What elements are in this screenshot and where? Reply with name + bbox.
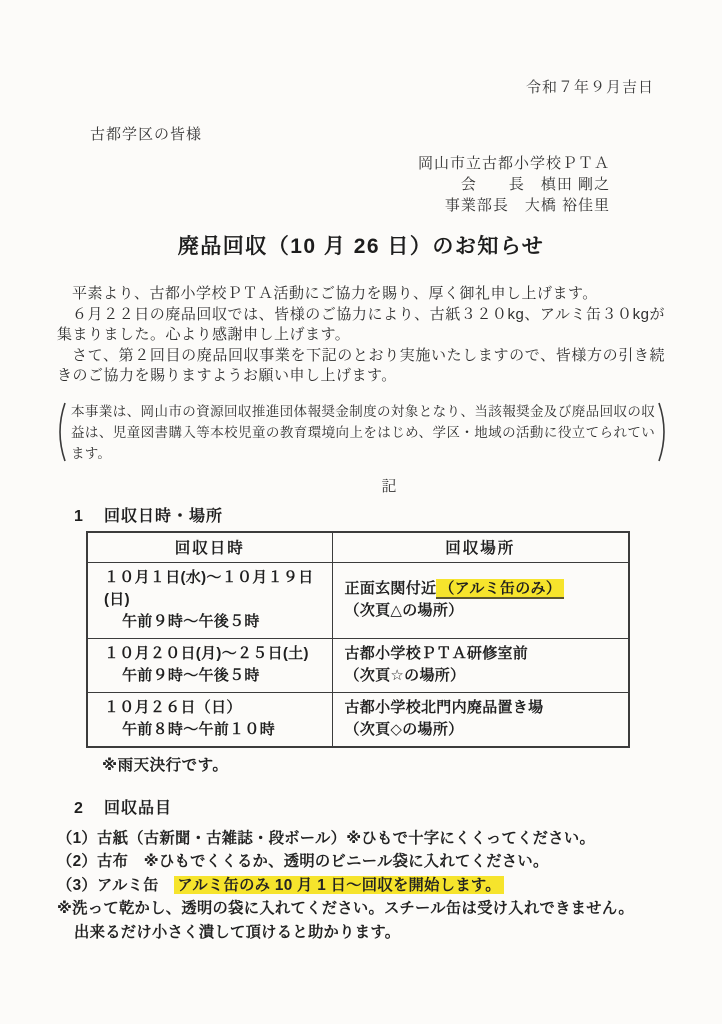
left-paren-icon [54,395,67,470]
place-sub-line: （次頁△の場所） [344,601,464,619]
items-list [57,827,672,945]
info-box-text: 本事業は、岡山市の資源回収推進団体報奨金制度の対象となり、当該報奨金及び廃品回収の収益は、児童図書購入等本校児童の教育環境向上をはじめ、学区・地域の活動に役立てられています。 [71,403,655,461]
item-paper: （1）古紙（古新聞・古雑誌・段ボール）※ひもで十字にくくってください。 [57,829,596,847]
datetime-cell [87,638,332,692]
greeting-paragraph: 平素より、古都小学校ＰＴＡ活動にご協力を賜り、厚く御礼申し上げます。 [72,285,598,302]
info-box [54,395,670,470]
section1-label: 回収日時・場所 [104,507,224,525]
sender-chair-line: 会 長 槙田 剛之 [460,176,610,193]
item-aluminum-prefix: （3）アルミ缶 [57,876,175,894]
sender-block [0,153,722,216]
results-paragraph: ６月２２日の廃品回収では、皆様のご協力により、古紙３２０kg、アルミ缶３０kgが集まりました。心より感謝申し上げます。 [57,305,665,343]
issue-date: 令和７年９月吉日 [525,79,654,96]
aluminum-highlight: アルミ缶のみ 10 月 1 日～回収を開始します。 [174,876,504,894]
datetime-cell [87,692,332,747]
date-line: １０月２６日（日） [104,698,242,716]
announcement-paragraph: さて、第２回目の廃品回収事業を下記のとおり実施いたしますので、皆様方の引き続きのご協力を賜りますようお願い申し上げます。 [57,346,665,384]
table-header-datetime: 回収日時 [87,532,332,563]
recipient: 古都学区の皆様 [90,126,203,143]
place-line: 古都小学校ＰＴＡ研修室前 [344,644,529,662]
crush-note: 出来るだけ小さく潰して頂けると助かります。 [74,923,401,941]
time-line: 午前８時～午前１０時 [122,720,276,738]
collection-table [86,531,630,748]
table-row [87,562,629,638]
datetime-cell [87,562,332,638]
table-header-place: 回収場所 [332,532,629,563]
ki-marker: 記 [381,477,399,495]
table-row [87,692,629,747]
section1-number: 1 [74,507,84,525]
place-sub-line: （次頁☆の場所） [344,666,466,684]
notice-title: 廃品回収（10 月 26 日）のお知らせ [177,235,545,258]
item-cloth: （2）古布 ※ひもでくくるか、透明のビニール袋に入れてください。 [57,853,549,870]
time-line: 午前９時～午後５時 [122,666,260,684]
sender-division-line: 事業部長 大橋 裕佳里 [444,197,610,214]
table-header-row [87,532,629,563]
section2-number: 2 [74,799,84,817]
date-line: １０月２０日(月)～２５日(土) [104,644,309,662]
place-cell [332,638,629,692]
place-highlight: （アルミ缶のみ） [436,579,564,599]
table-row [87,638,629,692]
section2-heading [74,795,722,818]
rain-note: ※雨天決行です。 [102,756,229,774]
sender-org: 岡山市立古都小学校ＰＴＡ [417,155,610,172]
section2-label: 回収品目 [104,799,173,817]
place-sub-line: （次頁◇の場所） [344,720,464,738]
place-main: 正面玄関付近 [344,579,437,597]
place-line: 古都小学校北門内廃品置き場 [344,698,544,716]
section1-heading [74,503,722,526]
right-paren-icon [657,395,670,470]
item-aluminum [57,874,672,898]
place-line [333,578,623,600]
body-paragraphs [57,284,665,387]
place-cell [332,692,629,747]
time-line: 午前９時～午後５時 [122,612,260,630]
place-cell [332,562,629,638]
wash-note: ※洗って乾かし、透明の袋に入れてください。スチール缶は受け入れできません。 [57,900,634,917]
date-line: １０月１日(水)～１０月１９日(日) [104,568,314,608]
